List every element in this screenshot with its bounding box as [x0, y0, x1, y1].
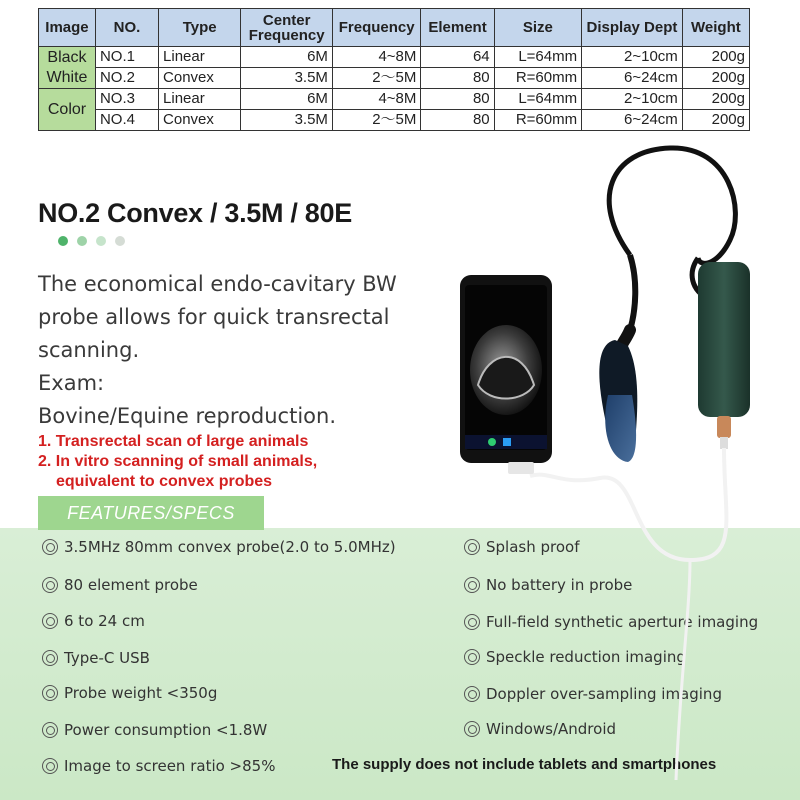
probe-body: [698, 262, 750, 417]
bullet-circle-icon: [42, 758, 58, 774]
cell-center-frequency: 3.5M: [241, 110, 333, 131]
usb-plug: [508, 462, 534, 474]
feature-text: Image to screen ratio >85%: [64, 757, 276, 775]
description-line: probe allows for quick transrectal: [38, 305, 390, 329]
cell-display-dept: 6~24cm: [582, 110, 683, 131]
feature-item: [42, 721, 267, 739]
table-row: [39, 110, 750, 131]
carousel-dots: [58, 236, 125, 246]
cell-type: Convex: [159, 110, 241, 131]
snowflake-icon: [488, 438, 496, 446]
cell-display-dept: 2~10cm: [582, 47, 683, 68]
cell-size: L=64mm: [494, 47, 581, 68]
description-line: The economical endo-cavitary BW: [38, 272, 397, 296]
probe-connector-tip: [720, 437, 728, 449]
cell-weight: 200g: [682, 110, 749, 131]
bullet-circle-icon: [464, 577, 480, 593]
cable: [692, 258, 710, 300]
use-case-item: equivalent to convex probes: [56, 473, 273, 490]
feature-item: [42, 576, 198, 594]
feature-item: [42, 649, 150, 667]
feature-text: Type-C USB: [64, 649, 150, 667]
feature-text: No battery in probe: [486, 576, 633, 594]
group-label: Black White: [39, 47, 96, 89]
carousel-dot: [77, 236, 87, 246]
bullet-circle-icon: [464, 721, 480, 737]
cable: [630, 255, 635, 330]
cell-element: 80: [421, 68, 494, 89]
header-type: Type: [159, 9, 241, 47]
header-frequency: Frequency: [332, 9, 420, 47]
feature-item: [464, 648, 686, 666]
probe-connector: [717, 416, 731, 438]
feature-item: [42, 612, 145, 630]
cell-element: 64: [421, 47, 494, 68]
table-row: [39, 89, 750, 110]
bullet-circle-icon: [42, 539, 58, 555]
bullet-circle-icon: [464, 614, 480, 630]
cable-loop: [609, 148, 735, 263]
header-center-frequency: Center Frequency: [241, 9, 333, 47]
table-row: [39, 47, 750, 68]
cell-no: NO.1: [95, 47, 158, 68]
cell-size: R=60mm: [494, 68, 581, 89]
cell-no: NO.4: [95, 110, 158, 131]
probe-tip: [605, 395, 636, 462]
bullet-circle-icon: [464, 539, 480, 555]
cell-center-frequency: 6M: [241, 47, 333, 68]
feature-item: [42, 538, 396, 556]
cell-no: NO.2: [95, 68, 158, 89]
cell-weight: 200g: [682, 89, 749, 110]
feature-text: 6 to 24 cm: [64, 612, 145, 630]
cell-frequency: 2～5M: [332, 110, 420, 131]
header-image: Image: [39, 9, 96, 47]
features-tab: FEATURES/SPECS: [38, 496, 264, 530]
cell-element: 80: [421, 110, 494, 131]
header-weight: Weight: [682, 9, 749, 47]
feature-item: [464, 613, 758, 631]
carousel-dot: [96, 236, 106, 246]
carousel-dot: [115, 236, 125, 246]
feature-item: [42, 757, 275, 775]
product-headline: NO.2 Convex / 3.5M / 80E: [38, 198, 352, 228]
feature-item: [464, 720, 616, 738]
feature-text: Doppler over-sampling imaging: [486, 685, 722, 703]
cell-frequency: 4~8M: [332, 89, 420, 110]
bullet-circle-icon: [464, 649, 480, 665]
cell-display-dept: 6~24cm: [582, 68, 683, 89]
description-line: Exam:: [38, 371, 105, 395]
feature-text: 80 element probe: [64, 576, 198, 594]
cell-center-frequency: 3.5M: [241, 68, 333, 89]
product-description: [38, 268, 458, 433]
feature-text: Windows/Android: [486, 720, 617, 738]
table-row: [39, 68, 750, 89]
bullet-circle-icon: [464, 686, 480, 702]
probe-neck: [618, 330, 630, 354]
header-no: NO.: [95, 9, 158, 47]
cell-weight: 200g: [682, 68, 749, 89]
cell-type: Linear: [159, 89, 241, 110]
feature-item: [464, 538, 580, 556]
spec-table: [38, 8, 750, 131]
bullet-circle-icon: [42, 722, 58, 738]
feature-text: 3.5MHz 80mm convex probe(2.0 to 5.0MHz): [64, 538, 396, 556]
bullet-circle-icon: [42, 685, 58, 701]
cell-no: NO.3: [95, 89, 158, 110]
cell-weight: 200g: [682, 47, 749, 68]
feature-text: Power consumption <1.8W: [64, 721, 268, 739]
probe-head: [599, 340, 637, 455]
bullet-circle-icon: [42, 613, 58, 629]
header-size: Size: [494, 9, 581, 47]
cell-size: R=60mm: [494, 110, 581, 131]
header-display-dept: Display Dept: [582, 9, 683, 47]
cell-frequency: 4~8M: [332, 47, 420, 68]
save-icon: [503, 438, 511, 446]
feature-text: Splash proof: [486, 538, 580, 556]
description-line: Bovine/Equine reproduction.: [38, 404, 336, 428]
phone-screen: [465, 285, 547, 450]
cell-element: 80: [421, 89, 494, 110]
feature-text: Full-field synthetic aperture imaging: [486, 613, 759, 631]
cell-size: L=64mm: [494, 89, 581, 110]
group-label: Color: [39, 89, 96, 131]
ultrasound-organ: [478, 357, 534, 399]
feature-item: [464, 576, 632, 594]
use-case-item: 2. In vitro scanning of small animals,: [38, 453, 318, 470]
use-case-item: 1. Transrectal scan of large animals: [38, 433, 309, 450]
feature-item: [464, 685, 722, 703]
header-element: Element: [421, 9, 494, 47]
feature-text: Speckle reduction imaging: [486, 648, 686, 666]
bullet-circle-icon: [42, 650, 58, 666]
cell-frequency: 2～5M: [332, 68, 420, 89]
supply-notice: The supply does not include tablets and smartphones: [332, 756, 717, 773]
use-cases: [38, 432, 317, 492]
cell-center-frequency: 6M: [241, 89, 333, 110]
carousel-dot: [58, 236, 68, 246]
phone-body: [460, 275, 552, 463]
description-line: scanning.: [38, 338, 140, 362]
cell-type: Convex: [159, 68, 241, 89]
ultrasound-image: [470, 325, 542, 415]
phone-toolbar: [465, 435, 547, 449]
bullet-circle-icon: [42, 577, 58, 593]
feature-item: [42, 684, 217, 702]
cell-display-dept: 2~10cm: [582, 89, 683, 110]
cell-type: Linear: [159, 47, 241, 68]
feature-text: Probe weight <350g: [64, 684, 218, 702]
table-header-row: [39, 9, 750, 47]
